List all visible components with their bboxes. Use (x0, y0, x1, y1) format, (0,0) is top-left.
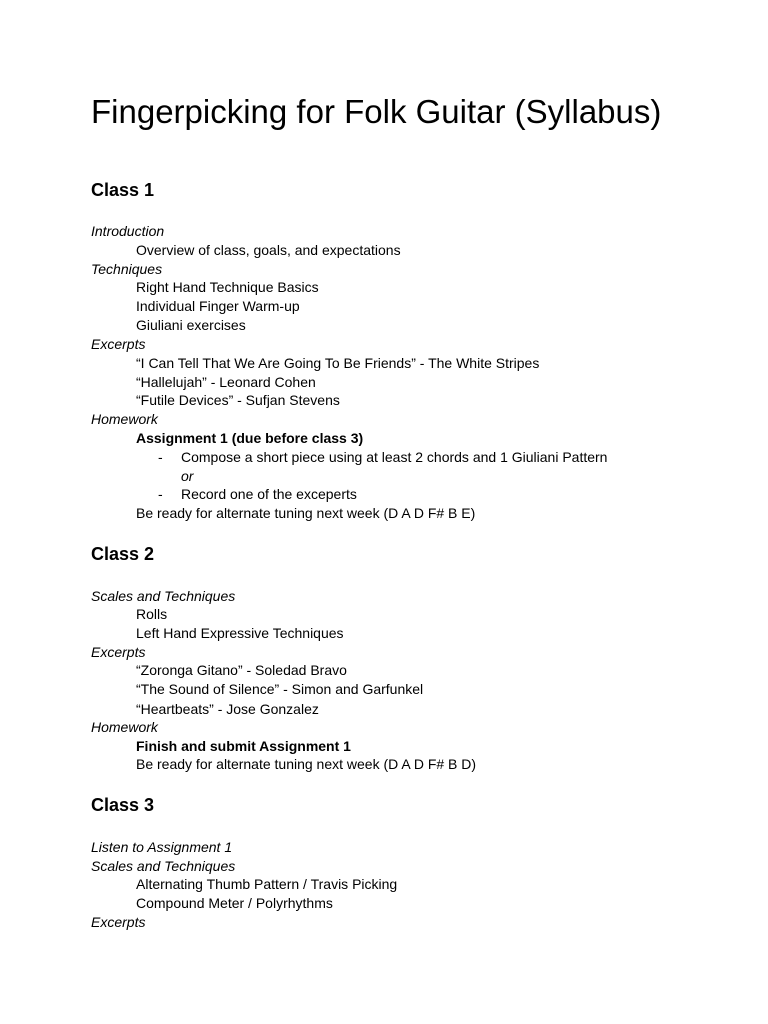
list-item: Left Hand Expressive Techniques (136, 625, 344, 641)
list-item: Giuliani exercises (136, 317, 246, 333)
section-label-scales: Scales and Techniques (91, 588, 236, 604)
excerpt-item: “Hallelujah” - Leonard Cohen (136, 374, 316, 390)
section-label-introduction: Introduction (91, 223, 165, 239)
section-label-homework: Homework (91, 719, 158, 735)
homework-note: Be ready for alternate tuning next week (D A D F# B D) (136, 756, 477, 772)
excerpt-item: “I Can Tell That We Are Going To Be Friends” - The White Stripes (136, 355, 540, 371)
section-label-scales: Scales and Techniques (91, 858, 236, 874)
list-dash: - (158, 486, 163, 502)
homework-task: Finish and submit Assignment 1 (136, 738, 351, 754)
class-2-heading: Class 2 (91, 544, 155, 564)
section-label-listen: Listen to Assignment 1 (91, 839, 233, 855)
section-label-homework: Homework (91, 411, 158, 427)
list-item: Compound Meter / Polyrhythms (136, 895, 333, 911)
class-3-heading: Class 3 (91, 795, 155, 815)
assignment-option: Compose a short piece using at least 2 chords and 1 Giuliani Pattern (181, 449, 608, 465)
list-dash: - (158, 449, 163, 465)
section-label-excerpts: Excerpts (91, 914, 146, 930)
assignment-option: Record one of the exceperts (181, 486, 357, 502)
list-item: Individual Finger Warm-up (136, 298, 300, 314)
assignment-or: or (181, 468, 194, 484)
excerpt-item: “Heartbeats” - Jose Gonzalez (136, 701, 319, 717)
excerpt-item: “Zoronga Gitano” - Soledad Bravo (136, 662, 347, 678)
class-1-heading: Class 1 (91, 180, 155, 200)
excerpt-item: “The Sound of Silence” - Simon and Garfunkel (136, 681, 424, 697)
section-label-excerpts: Excerpts (91, 336, 146, 352)
list-item: Right Hand Technique Basics (136, 279, 319, 295)
list-item: Overview of class, goals, and expectations (136, 242, 401, 258)
list-item: Alternating Thumb Pattern / Travis Picking (136, 876, 398, 892)
list-item: Rolls (136, 606, 168, 622)
section-label-excerpts: Excerpts (91, 644, 146, 660)
homework-note: Be ready for alternate tuning next week (D A D F# B E) (136, 505, 476, 521)
excerpt-item: “Futile Devices” - Sufjan Stevens (136, 392, 340, 408)
section-label-techniques: Techniques (91, 261, 163, 277)
page-title: Fingerpicking for Folk Guitar (Syllabus) (91, 93, 662, 130)
assignment-title: Assignment 1 (due before class 3) (136, 430, 364, 446)
